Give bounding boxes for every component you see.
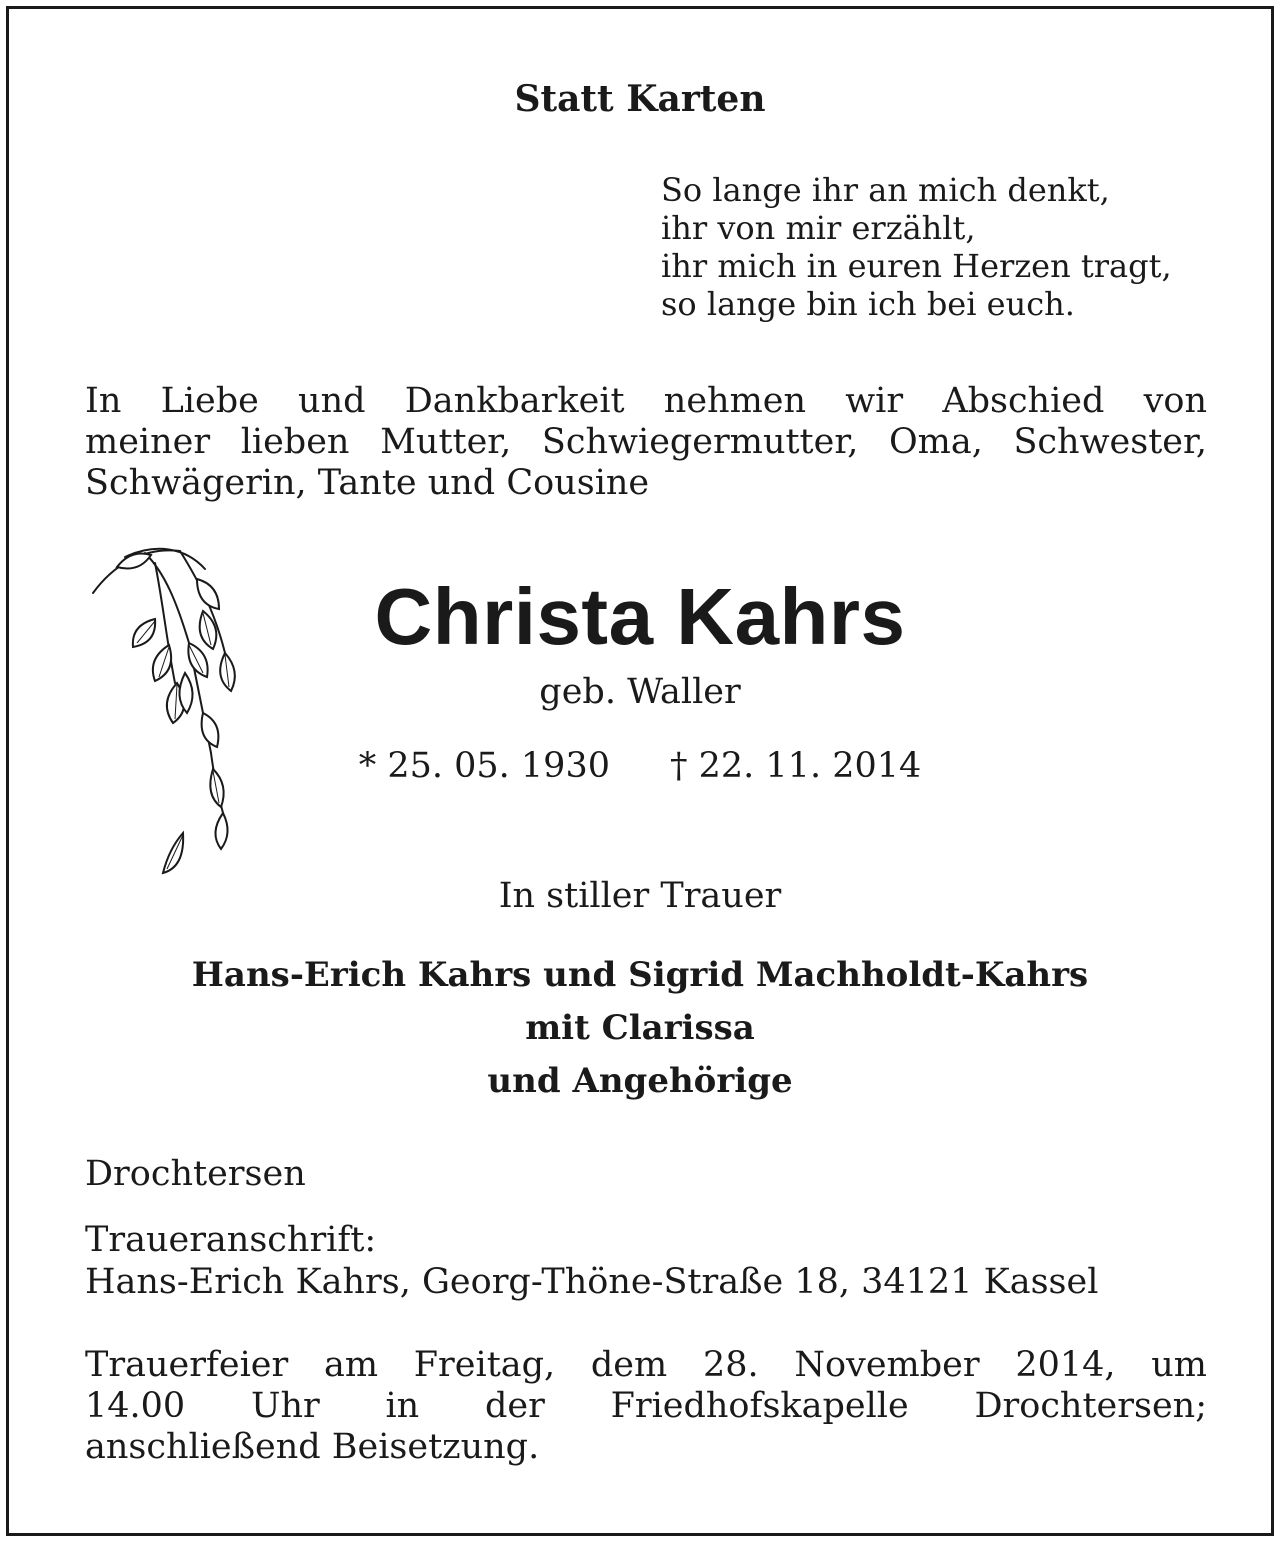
family-line: mit Clarissa bbox=[525, 1008, 755, 1048]
mourning-line: In stiller Trauer bbox=[498, 876, 782, 916]
poem-line: ihr mich in euren Herzen tragt, bbox=[661, 247, 1172, 285]
address-label: Traueranschrift: bbox=[85, 1220, 377, 1260]
family-names bbox=[9, 949, 1271, 1108]
poem-line: ihr von mir erzählt, bbox=[661, 209, 976, 247]
birth-date: * 25. 05. 1930 bbox=[358, 746, 610, 786]
poem bbox=[661, 171, 1172, 323]
ceremony-line: anschließend Beisetzung. bbox=[85, 1427, 540, 1467]
ceremony-line: Trauerfeier am Freitag, dem 28. November 2014, um bbox=[85, 1345, 1207, 1385]
intro-text bbox=[85, 381, 1207, 504]
place: Drochtersen bbox=[85, 1154, 306, 1194]
deceased-name: Christa Kahrs bbox=[374, 572, 906, 661]
intro-line: In Liebe und Dankbarkeit nehmen wir Abschied von bbox=[85, 381, 1207, 421]
mourning-address bbox=[85, 1219, 1098, 1303]
poem-line: So lange ihr an mich denkt, bbox=[661, 171, 1110, 209]
ceremony-line: 14.00 Uhr in der Friedhofskapelle Drochtersen; bbox=[85, 1386, 1207, 1426]
address-text: Hans-Erich Kahrs, Georg-Thöne-Straße 18, 34121 Kassel bbox=[85, 1262, 1099, 1302]
family-line: Hans-Erich Kahrs und Sigrid Machholdt-Kahrs bbox=[191, 955, 1089, 995]
poem-line: so lange bin ich bei euch. bbox=[661, 285, 1075, 323]
intro-line: meiner lieben Mutter, Schwiegermutter, Oma, Schwester, bbox=[85, 422, 1207, 462]
intro-line: Schwägerin, Tante und Cousine bbox=[85, 463, 650, 503]
birth-name: geb. Waller bbox=[539, 672, 741, 712]
family-line: und Angehörige bbox=[487, 1061, 793, 1101]
ceremony-info bbox=[85, 1345, 1207, 1468]
notice-heading: Statt Karten bbox=[514, 78, 766, 120]
death-date: † 22. 11. 2014 bbox=[670, 746, 922, 786]
life-dates bbox=[9, 745, 1271, 787]
obituary-notice bbox=[6, 6, 1274, 1536]
